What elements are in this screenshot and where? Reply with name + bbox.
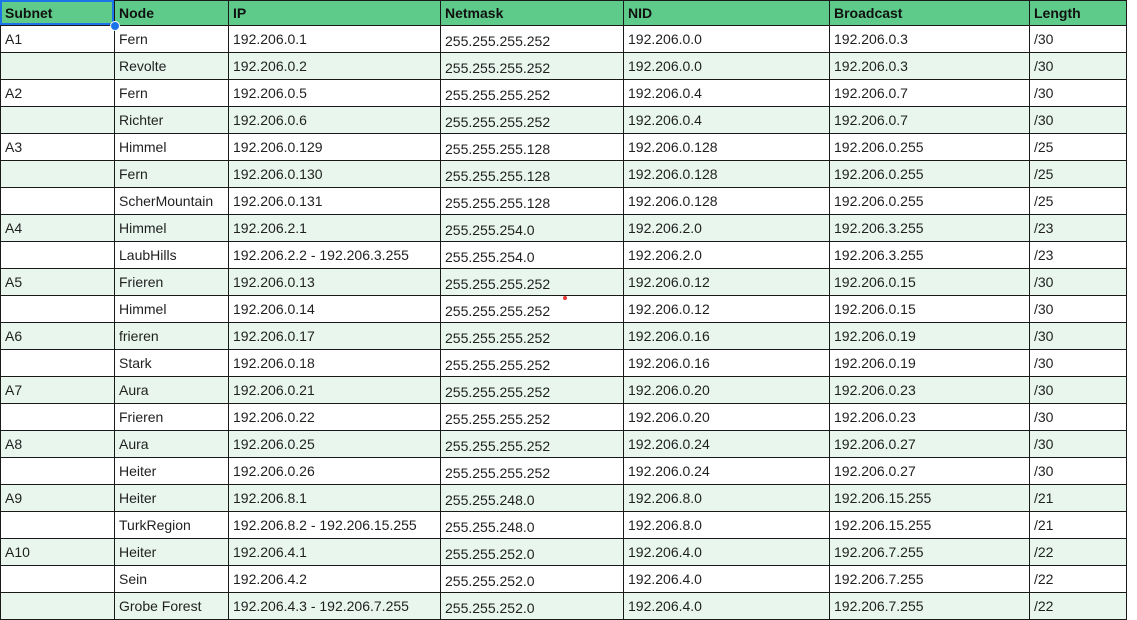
cell-node[interactable]: Himmel: [115, 134, 229, 161]
cell-netmask[interactable]: 255.255.255.252: [441, 26, 624, 53]
cell-ip[interactable]: 192.206.2.2 - 192.206.3.255: [229, 242, 441, 269]
cell-subnet[interactable]: [1, 161, 115, 188]
cell-length[interactable]: /22: [1030, 593, 1127, 620]
cell-ip[interactable]: 192.206.0.18: [229, 350, 441, 377]
cell-nid[interactable]: 192.206.2.0: [624, 215, 830, 242]
cell-broadcast[interactable]: 192.206.7.255: [830, 539, 1030, 566]
cell-broadcast[interactable]: 192.206.0.7: [830, 107, 1030, 134]
cell-netmask[interactable]: 255.255.255.252: [441, 431, 624, 458]
cell-length[interactable]: /22: [1030, 566, 1127, 593]
cell-netmask[interactable]: 255.255.255.252: [441, 296, 624, 323]
cell-length[interactable]: /30: [1030, 296, 1127, 323]
cell-broadcast[interactable]: 192.206.0.255: [830, 188, 1030, 215]
cell-subnet[interactable]: [1, 242, 115, 269]
cell-node[interactable]: Stark: [115, 350, 229, 377]
cell-broadcast[interactable]: 192.206.0.3: [830, 26, 1030, 53]
cell-broadcast[interactable]: 192.206.0.23: [830, 404, 1030, 431]
cell-length[interactable]: /30: [1030, 377, 1127, 404]
cell-node[interactable]: Fern: [115, 26, 229, 53]
cell-netmask[interactable]: 255.255.255.252: [441, 458, 624, 485]
cell-broadcast[interactable]: 192.206.0.255: [830, 161, 1030, 188]
cell-ip[interactable]: 192.206.0.130: [229, 161, 441, 188]
cell-nid[interactable]: 192.206.0.4: [624, 80, 830, 107]
cell-subnet[interactable]: A10: [1, 539, 115, 566]
cell-subnet[interactable]: A6: [1, 323, 115, 350]
cell-nid[interactable]: 192.206.0.20: [624, 404, 830, 431]
cell-nid[interactable]: 192.206.0.128: [624, 134, 830, 161]
cell-ip[interactable]: 192.206.8.1: [229, 485, 441, 512]
cell-subnet[interactable]: [1, 593, 115, 620]
cell-length[interactable]: /30: [1030, 53, 1127, 80]
cell-netmask[interactable]: 255.255.255.128: [441, 161, 624, 188]
cell-broadcast[interactable]: 192.206.3.255: [830, 215, 1030, 242]
cell-subnet[interactable]: [1, 107, 115, 134]
cell-nid[interactable]: 192.206.0.24: [624, 458, 830, 485]
cell-netmask[interactable]: 255.255.248.0: [441, 485, 624, 512]
cell-subnet[interactable]: A4: [1, 215, 115, 242]
cell-length[interactable]: /23: [1030, 242, 1127, 269]
cell-nid[interactable]: 192.206.0.0: [624, 53, 830, 80]
header-ip[interactable]: IP: [229, 1, 441, 26]
cell-broadcast[interactable]: 192.206.15.255: [830, 512, 1030, 539]
cell-node[interactable]: Heiter: [115, 458, 229, 485]
cell-broadcast[interactable]: 192.206.0.23: [830, 377, 1030, 404]
cell-length[interactable]: /30: [1030, 26, 1127, 53]
cell-broadcast[interactable]: 192.206.0.15: [830, 269, 1030, 296]
table-row: [1, 431, 1127, 458]
header-subnet[interactable]: Subnet: [1, 1, 115, 26]
cell-subnet[interactable]: A5: [1, 269, 115, 296]
cell-ip[interactable]: 192.206.4.2: [229, 566, 441, 593]
table-row: [1, 161, 1127, 188]
cell-ip[interactable]: 192.206.0.17: [229, 323, 441, 350]
cell-length[interactable]: /22: [1030, 539, 1127, 566]
cell-node[interactable]: Fern: [115, 80, 229, 107]
cell-broadcast[interactable]: 192.206.0.19: [830, 350, 1030, 377]
cell-broadcast[interactable]: 192.206.0.255: [830, 134, 1030, 161]
table-row: [1, 566, 1127, 593]
cell-node[interactable]: frieren: [115, 323, 229, 350]
header-length[interactable]: Length: [1030, 1, 1127, 26]
cell-nid[interactable]: 192.206.8.0: [624, 512, 830, 539]
cell-nid[interactable]: 192.206.2.0: [624, 242, 830, 269]
cell-netmask[interactable]: 255.255.255.252: [441, 377, 624, 404]
cell-subnet[interactable]: A2: [1, 80, 115, 107]
cell-length[interactable]: /30: [1030, 107, 1127, 134]
cell-netmask[interactable]: 255.255.255.252: [441, 350, 624, 377]
cell-broadcast[interactable]: 192.206.0.3: [830, 53, 1030, 80]
header-netmask[interactable]: Netmask: [441, 1, 624, 26]
cell-node[interactable]: Frieren: [115, 269, 229, 296]
cell-nid[interactable]: 192.206.4.0: [624, 539, 830, 566]
comment-marker-icon[interactable]: [563, 296, 567, 300]
cell-netmask[interactable]: 255.255.254.0: [441, 215, 624, 242]
cell-length[interactable]: /30: [1030, 350, 1127, 377]
cell-length[interactable]: /25: [1030, 161, 1127, 188]
cell-node[interactable]: Fern: [115, 161, 229, 188]
cell-node[interactable]: Heiter: [115, 539, 229, 566]
cell-node[interactable]: Richter: [115, 107, 229, 134]
cell-netmask[interactable]: 255.255.255.128: [441, 188, 624, 215]
cell-length[interactable]: /21: [1030, 485, 1127, 512]
header-node[interactable]: Node: [115, 1, 229, 26]
table-row: [1, 458, 1127, 485]
cell-length[interactable]: /30: [1030, 458, 1127, 485]
cell-netmask[interactable]: 255.255.255.128: [441, 134, 624, 161]
cell-length[interactable]: /21: [1030, 512, 1127, 539]
cell-subnet[interactable]: [1, 404, 115, 431]
cell-nid[interactable]: 192.206.0.0: [624, 26, 830, 53]
table-row: [1, 80, 1127, 107]
cell-ip[interactable]: 192.206.2.1: [229, 215, 441, 242]
table-row: [1, 377, 1127, 404]
table-row: [1, 323, 1127, 350]
cell-ip[interactable]: 192.206.0.5: [229, 80, 441, 107]
cell-subnet[interactable]: A3: [1, 134, 115, 161]
cell-netmask[interactable]: 255.255.252.0: [441, 539, 624, 566]
cell-subnet[interactable]: [1, 350, 115, 377]
cell-ip[interactable]: 192.206.0.13: [229, 269, 441, 296]
cell-node[interactable]: Revolte: [115, 53, 229, 80]
cell-netmask[interactable]: 255.255.248.0: [441, 512, 624, 539]
cell-length[interactable]: /25: [1030, 134, 1127, 161]
cell-ip[interactable]: 192.206.0.26: [229, 458, 441, 485]
cell-length[interactable]: /23: [1030, 215, 1127, 242]
cell-broadcast[interactable]: 192.206.0.27: [830, 458, 1030, 485]
cell-node[interactable]: Sein: [115, 566, 229, 593]
cell-ip[interactable]: 192.206.0.1: [229, 26, 441, 53]
cell-broadcast[interactable]: 192.206.0.27: [830, 431, 1030, 458]
cell-netmask[interactable]: 255.255.252.0: [441, 593, 624, 620]
header-row: [1, 1, 1127, 26]
cell-node[interactable]: Heiter: [115, 485, 229, 512]
table-row: [1, 134, 1127, 161]
cell-netmask[interactable]: 255.255.255.252: [441, 53, 624, 80]
table-row: [1, 188, 1127, 215]
table-row: [1, 26, 1127, 53]
cell-length[interactable]: /30: [1030, 323, 1127, 350]
cell-length[interactable]: /30: [1030, 269, 1127, 296]
cell-broadcast[interactable]: 192.206.0.7: [830, 80, 1030, 107]
cell-node[interactable]: Grobe Forest: [115, 593, 229, 620]
cell-node[interactable]: Himmel: [115, 296, 229, 323]
cell-ip[interactable]: 192.206.0.131: [229, 188, 441, 215]
table-row: [1, 539, 1127, 566]
cell-netmask[interactable]: 255.255.254.0: [441, 242, 624, 269]
cell-nid[interactable]: 192.206.4.0: [624, 566, 830, 593]
cell-subnet[interactable]: [1, 188, 115, 215]
cell-nid[interactable]: 192.206.0.16: [624, 350, 830, 377]
cell-node[interactable]: LaubHills: [115, 242, 229, 269]
cell-nid[interactable]: 192.206.8.0: [624, 485, 830, 512]
cell-ip[interactable]: 192.206.0.6: [229, 107, 441, 134]
cell-netmask[interactable]: 255.255.255.252: [441, 80, 624, 107]
cell-length[interactable]: /30: [1030, 431, 1127, 458]
cell-node[interactable]: Aura: [115, 377, 229, 404]
table-row: [1, 215, 1127, 242]
cell-ip[interactable]: 192.206.0.22: [229, 404, 441, 431]
cell-broadcast[interactable]: 192.206.3.255: [830, 242, 1030, 269]
cell-broadcast[interactable]: 192.206.7.255: [830, 593, 1030, 620]
fill-handle[interactable]: [110, 21, 120, 31]
cell-broadcast[interactable]: 192.206.0.15: [830, 296, 1030, 323]
cell-subnet[interactable]: A7: [1, 377, 115, 404]
cell-netmask[interactable]: 255.255.255.252: [441, 323, 624, 350]
cell-netmask[interactable]: 255.255.255.252: [441, 107, 624, 134]
cell-subnet[interactable]: [1, 566, 115, 593]
cell-broadcast[interactable]: 192.206.0.19: [830, 323, 1030, 350]
table-row: [1, 242, 1127, 269]
header-broadcast[interactable]: Broadcast: [830, 1, 1030, 26]
cell-length[interactable]: /30: [1030, 80, 1127, 107]
cell-ip[interactable]: 192.206.0.21: [229, 377, 441, 404]
cell-ip[interactable]: 192.206.0.25: [229, 431, 441, 458]
table-row: [1, 485, 1127, 512]
cell-node[interactable]: Aura: [115, 431, 229, 458]
cell-ip[interactable]: 192.206.4.1: [229, 539, 441, 566]
table-row: [1, 512, 1127, 539]
cell-nid[interactable]: 192.206.0.24: [624, 431, 830, 458]
cell-subnet[interactable]: A9: [1, 485, 115, 512]
cell-subnet[interactable]: [1, 458, 115, 485]
table-row: [1, 404, 1127, 431]
cell-nid[interactable]: 192.206.0.12: [624, 269, 830, 296]
cell-broadcast[interactable]: 192.206.15.255: [830, 485, 1030, 512]
cell-netmask[interactable]: 255.255.252.0: [441, 566, 624, 593]
cell-subnet[interactable]: [1, 512, 115, 539]
cell-ip[interactable]: 192.206.8.2 - 192.206.15.255: [229, 512, 441, 539]
cell-nid[interactable]: 192.206.0.128: [624, 161, 830, 188]
cell-length[interactable]: /30: [1030, 404, 1127, 431]
cell-netmask[interactable]: 255.255.255.252: [441, 404, 624, 431]
cell-subnet[interactable]: [1, 296, 115, 323]
cell-length[interactable]: /25: [1030, 188, 1127, 215]
cell-ip[interactable]: 192.206.0.14: [229, 296, 441, 323]
table-row: [1, 53, 1127, 80]
cell-node[interactable]: Himmel: [115, 215, 229, 242]
cell-subnet[interactable]: A1: [1, 26, 115, 53]
cell-node[interactable]: Frieren: [115, 404, 229, 431]
cell-nid[interactable]: 192.206.0.16: [624, 323, 830, 350]
cell-node[interactable]: ScherMountain: [115, 188, 229, 215]
cell-ip[interactable]: 192.206.0.129: [229, 134, 441, 161]
cell-ip[interactable]: 192.206.0.2: [229, 53, 441, 80]
cell-subnet[interactable]: [1, 53, 115, 80]
cell-node[interactable]: TurkRegion: [115, 512, 229, 539]
cell-nid[interactable]: 192.206.0.20: [624, 377, 830, 404]
table-row: [1, 350, 1127, 377]
cell-broadcast[interactable]: 192.206.7.255: [830, 566, 1030, 593]
cell-subnet[interactable]: A8: [1, 431, 115, 458]
cell-nid[interactable]: 192.206.0.4: [624, 107, 830, 134]
cell-netmask[interactable]: 255.255.255.252: [441, 269, 624, 296]
cell-ip[interactable]: 192.206.4.3 - 192.206.7.255: [229, 593, 441, 620]
cell-nid[interactable]: 192.206.0.12: [624, 296, 830, 323]
cell-nid[interactable]: 192.206.4.0: [624, 593, 830, 620]
table-row: [1, 107, 1127, 134]
table-row: [1, 593, 1127, 620]
table-row: [1, 269, 1127, 296]
cell-nid[interactable]: 192.206.0.128: [624, 188, 830, 215]
header-nid[interactable]: NID: [624, 1, 830, 26]
